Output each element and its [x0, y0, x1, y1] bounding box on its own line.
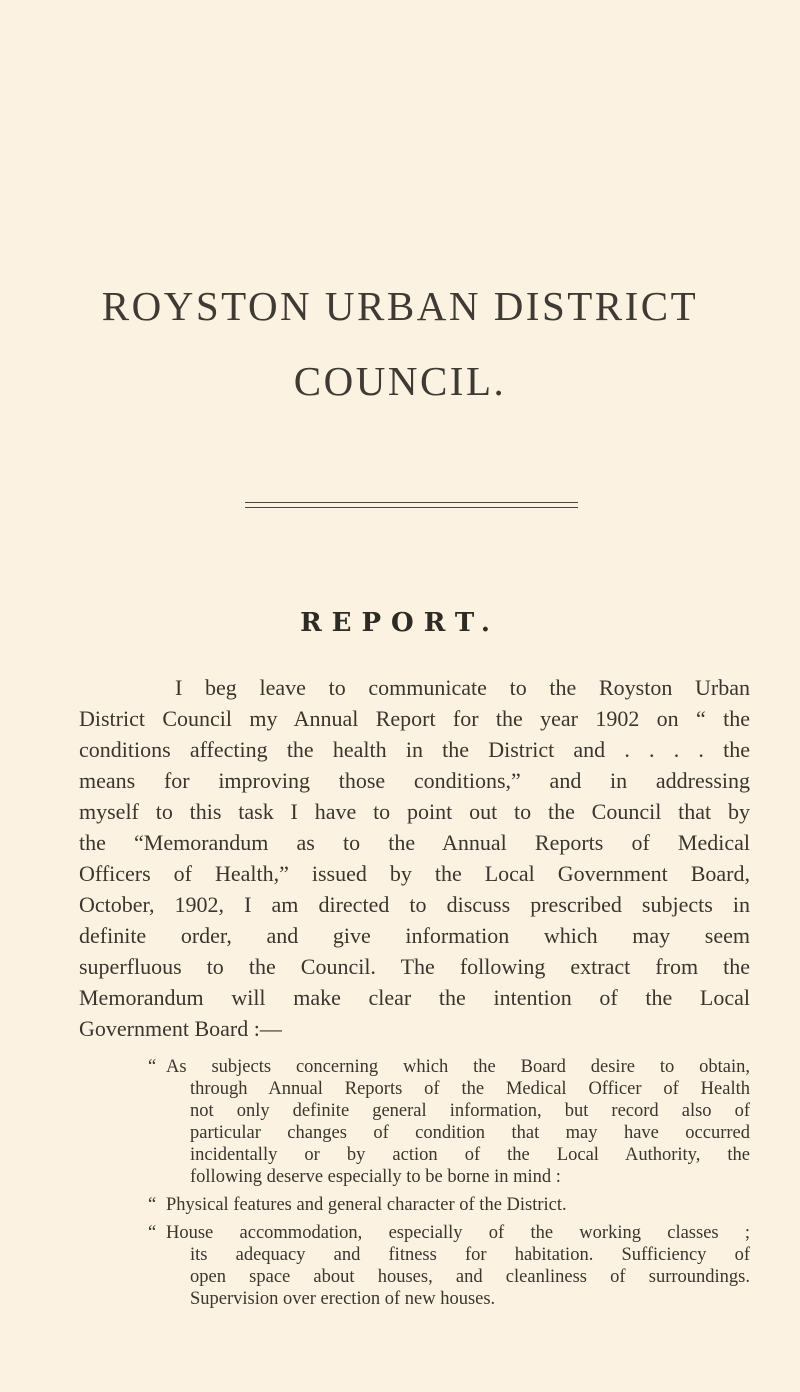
quote-line: House accommodation, especially of the working classes ;: [166, 1223, 750, 1243]
paragraph-line: I beg leave to communicate to the Royston Urban: [175, 675, 750, 700]
divider-rule-thin: [245, 507, 578, 508]
paragraph-line: October, 1902, I am directed to discuss prescribed subjects in: [79, 892, 750, 917]
quote-line: particular changes of condition that may have occurred: [190, 1123, 750, 1143]
paragraph-line: means for improving those conditions,” and in addressing: [79, 768, 750, 793]
quote-line: following deserve especially to be borne in mind :: [190, 1167, 561, 1187]
quote-line: As subjects concerning which the Board desire to obtain,: [166, 1057, 750, 1077]
quote-line: not only definite general information, but record also of: [190, 1101, 750, 1121]
body-paragraph: [79, 672, 750, 1044]
quote-mark: “: [148, 1223, 157, 1243]
quote-item: [148, 1222, 750, 1310]
paragraph-line: Memorandum will make clear the intention of the Local: [79, 985, 750, 1010]
paragraph-line: myself to this task I have to point out to the Council that by: [79, 799, 750, 824]
quote-line: open space about houses, and cleanliness of surroundings.: [190, 1267, 750, 1287]
paragraph-line: conditions affecting the health in the District and . . . . the: [79, 737, 750, 762]
quote-item: [148, 1056, 750, 1188]
paragraph-line: Government Board :—: [79, 1016, 282, 1041]
quote-line: Supervision over erection of new houses.: [190, 1289, 496, 1309]
quote-line: Physical features and general character of the District.: [166, 1195, 567, 1215]
memorandum-extract: [148, 1056, 750, 1310]
title-line-2: COUNCIL.: [293, 358, 507, 404]
paragraph-line: superfluous to the Council. The following extract from the: [79, 954, 750, 979]
paragraph-line: Officers of Health,” issued by the Local Government Board,: [79, 861, 750, 886]
quote-line: its adequacy and fitness for habitation. Sufficiency of: [190, 1245, 750, 1265]
quote-mark: “: [148, 1195, 157, 1215]
quote-item: [148, 1194, 750, 1216]
quote-line: incidentally or by action of the Local Authority, the: [190, 1145, 750, 1165]
title-line-1: ROYSTON URBAN DISTRICT: [101, 283, 699, 329]
divider-rule: [245, 502, 578, 503]
paragraph-line: District Council my Annual Report for the year 1902 on “ the: [79, 706, 750, 731]
paragraph-line: the “Memorandum as to the Annual Reports of Medical: [79, 830, 750, 855]
quote-line: through Annual Reports of the Medical Officer of Health: [190, 1079, 750, 1099]
paragraph-line: definite order, and give information which may seem: [79, 923, 750, 948]
quote-mark: “: [148, 1057, 157, 1077]
report-heading: REPORT.: [300, 608, 500, 638]
